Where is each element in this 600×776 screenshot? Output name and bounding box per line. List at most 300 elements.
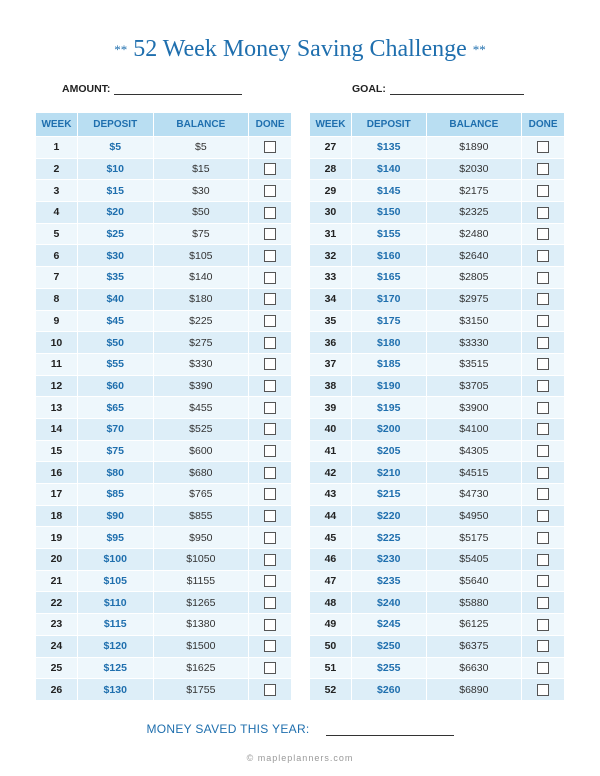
done-checkbox[interactable]	[264, 619, 276, 631]
done-checkbox[interactable]	[537, 532, 549, 544]
done-checkbox[interactable]	[264, 315, 276, 327]
table-row	[36, 592, 292, 614]
balance-cell: $1755	[153, 679, 249, 701]
table-row	[310, 679, 565, 701]
table-row	[310, 462, 565, 484]
deposit-cell: $220	[351, 505, 426, 527]
done-checkbox[interactable]	[264, 163, 276, 175]
done-cell	[249, 679, 292, 701]
week-cell: 19	[36, 527, 78, 549]
week-cell: 1	[36, 137, 78, 159]
table-row	[310, 202, 565, 224]
done-cell	[249, 202, 292, 224]
done-checkbox[interactable]	[264, 488, 276, 500]
done-checkbox[interactable]	[264, 554, 276, 566]
done-cell	[249, 310, 292, 332]
done-cell	[522, 418, 565, 440]
balance-cell: $525	[153, 418, 249, 440]
week-cell: 21	[36, 570, 78, 592]
table-row	[310, 223, 565, 245]
balance-cell: $1500	[153, 635, 249, 657]
site-credit: © mapleplanners.com	[246, 753, 354, 763]
done-checkbox[interactable]	[537, 207, 549, 219]
week-cell: 11	[36, 353, 78, 375]
done-checkbox[interactable]	[264, 207, 276, 219]
page-title	[0, 36, 600, 63]
deposit-cell: $150	[351, 202, 426, 224]
done-cell	[249, 288, 292, 310]
done-checkbox[interactable]	[537, 597, 549, 609]
week-cell: 15	[36, 440, 78, 462]
table-row	[36, 245, 292, 267]
done-checkbox[interactable]	[264, 337, 276, 349]
table-row	[310, 505, 565, 527]
done-cell	[522, 635, 565, 657]
balance-cell: $2325	[426, 202, 522, 224]
table-row	[36, 679, 292, 701]
balance-cell: $855	[153, 505, 249, 527]
done-cell	[522, 592, 565, 614]
week-cell: 32	[310, 245, 352, 267]
balance-cell: $6890	[426, 679, 522, 701]
done-cell	[249, 440, 292, 462]
balance-cell: $1050	[153, 549, 249, 571]
week-cell: 24	[36, 635, 78, 657]
week-cell: 14	[36, 418, 78, 440]
deposit-header: DEPOSIT	[77, 113, 153, 137]
deposit-cell: $65	[77, 397, 153, 419]
goal-field	[352, 83, 524, 95]
deposit-cell: $130	[77, 679, 153, 701]
week-header: WEEK	[36, 113, 78, 137]
done-checkbox[interactable]	[264, 532, 276, 544]
done-cell	[522, 549, 565, 571]
deposit-cell: $50	[77, 332, 153, 354]
done-cell	[249, 549, 292, 571]
week-cell: 48	[310, 592, 352, 614]
balance-cell: $225	[153, 310, 249, 332]
done-checkbox[interactable]	[264, 358, 276, 370]
done-checkbox[interactable]	[537, 315, 549, 327]
table-row	[310, 592, 565, 614]
table-row	[36, 440, 292, 462]
deposit-cell: $5	[77, 137, 153, 159]
week-cell: 27	[310, 137, 352, 159]
balance-cell: $330	[153, 353, 249, 375]
balance-cell: $3515	[426, 353, 522, 375]
deposit-cell: $200	[351, 418, 426, 440]
table-row	[310, 614, 565, 636]
done-cell	[249, 418, 292, 440]
done-checkbox[interactable]	[537, 163, 549, 175]
done-cell	[522, 267, 565, 289]
title-stars-right: **	[472, 42, 486, 58]
table-row	[310, 158, 565, 180]
table-row	[36, 267, 292, 289]
balance-cell: $3150	[426, 310, 522, 332]
done-cell	[522, 614, 565, 636]
balance-cell: $140	[153, 267, 249, 289]
deposit-cell: $70	[77, 418, 153, 440]
table-header-row	[310, 113, 565, 137]
table-row	[36, 505, 292, 527]
done-checkbox[interactable]	[537, 358, 549, 370]
amount-label: AMOUNT:	[62, 83, 111, 95]
balance-cell: $75	[153, 223, 249, 245]
weeks-table-left	[35, 112, 292, 701]
balance-cell: $2640	[426, 245, 522, 267]
week-cell: 5	[36, 223, 78, 245]
done-checkbox[interactable]	[264, 684, 276, 696]
table-header-row	[36, 113, 292, 137]
done-checkbox[interactable]	[537, 619, 549, 631]
balance-cell: $1625	[153, 657, 249, 679]
week-cell: 50	[310, 635, 352, 657]
table-row	[36, 418, 292, 440]
done-cell	[249, 614, 292, 636]
done-cell	[249, 180, 292, 202]
done-cell	[522, 332, 565, 354]
balance-cell: $5175	[426, 527, 522, 549]
deposit-cell: $115	[77, 614, 153, 636]
done-checkbox[interactable]	[264, 185, 276, 197]
week-cell: 13	[36, 397, 78, 419]
table-row	[310, 397, 565, 419]
deposit-cell: $165	[351, 267, 426, 289]
done-checkbox[interactable]	[264, 228, 276, 240]
deposit-cell: $225	[351, 527, 426, 549]
deposit-cell: $35	[77, 267, 153, 289]
done-cell	[249, 158, 292, 180]
done-checkbox[interactable]	[537, 640, 549, 652]
deposit-cell: $30	[77, 245, 153, 267]
week-cell: 45	[310, 527, 352, 549]
done-checkbox[interactable]	[537, 488, 549, 500]
week-cell: 25	[36, 657, 78, 679]
done-header: DONE	[522, 113, 565, 137]
week-cell: 20	[36, 549, 78, 571]
done-checkbox[interactable]	[264, 467, 276, 479]
week-cell: 31	[310, 223, 352, 245]
table-row	[36, 570, 292, 592]
table-row	[310, 418, 565, 440]
balance-header: BALANCE	[153, 113, 249, 137]
done-checkbox[interactable]	[264, 445, 276, 457]
balance-cell: $1380	[153, 614, 249, 636]
balance-cell: $455	[153, 397, 249, 419]
deposit-cell: $260	[351, 679, 426, 701]
week-cell: 26	[36, 679, 78, 701]
done-checkbox[interactable]	[537, 380, 549, 392]
title-text: 52 Week Money Saving Challenge	[133, 36, 467, 62]
balance-cell: $3705	[426, 375, 522, 397]
balance-cell: $275	[153, 332, 249, 354]
table-row	[310, 310, 565, 332]
deposit-cell: $20	[77, 202, 153, 224]
deposit-cell: $135	[351, 137, 426, 159]
done-checkbox[interactable]	[264, 141, 276, 153]
balance-cell: $4305	[426, 440, 522, 462]
deposit-cell: $240	[351, 592, 426, 614]
table-row	[310, 267, 565, 289]
balance-cell: $30	[153, 180, 249, 202]
table-row	[36, 549, 292, 571]
balance-cell: $950	[153, 527, 249, 549]
balance-cell: $1265	[153, 592, 249, 614]
table-row	[36, 137, 292, 159]
done-checkbox[interactable]	[537, 684, 549, 696]
done-cell	[249, 397, 292, 419]
done-cell	[249, 245, 292, 267]
week-cell: 35	[310, 310, 352, 332]
deposit-cell: $95	[77, 527, 153, 549]
balance-header: BALANCE	[426, 113, 522, 137]
deposit-cell: $250	[351, 635, 426, 657]
table-row	[36, 180, 292, 202]
week-cell: 8	[36, 288, 78, 310]
money-saved-field	[0, 722, 600, 736]
done-cell	[522, 288, 565, 310]
balance-cell: $4730	[426, 484, 522, 506]
week-cell: 36	[310, 332, 352, 354]
balance-cell: $4100	[426, 418, 522, 440]
table-row	[310, 527, 565, 549]
week-cell: 7	[36, 267, 78, 289]
done-cell	[522, 570, 565, 592]
done-cell	[522, 245, 565, 267]
week-cell: 28	[310, 158, 352, 180]
done-checkbox[interactable]	[537, 402, 549, 414]
week-cell: 10	[36, 332, 78, 354]
deposit-cell: $160	[351, 245, 426, 267]
money-saved-blank[interactable]	[326, 724, 454, 736]
goal-label: GOAL:	[352, 83, 386, 95]
done-checkbox[interactable]	[537, 141, 549, 153]
table-row	[36, 657, 292, 679]
balance-cell: $2175	[426, 180, 522, 202]
done-cell	[522, 397, 565, 419]
week-cell: 9	[36, 310, 78, 332]
deposit-cell: $40	[77, 288, 153, 310]
balance-cell: $2805	[426, 267, 522, 289]
table-row	[310, 375, 565, 397]
table-row	[36, 223, 292, 245]
deposit-cell: $190	[351, 375, 426, 397]
week-cell: 41	[310, 440, 352, 462]
week-cell: 42	[310, 462, 352, 484]
week-cell: 46	[310, 549, 352, 571]
done-cell	[249, 527, 292, 549]
deposit-cell: $120	[77, 635, 153, 657]
table-row	[36, 288, 292, 310]
done-checkbox[interactable]	[264, 575, 276, 587]
done-cell	[249, 484, 292, 506]
done-checkbox[interactable]	[537, 662, 549, 674]
done-checkbox[interactable]	[537, 250, 549, 262]
done-checkbox[interactable]	[264, 250, 276, 262]
done-cell	[522, 462, 565, 484]
done-cell	[249, 332, 292, 354]
table-row	[36, 614, 292, 636]
week-cell: 40	[310, 418, 352, 440]
deposit-cell: $25	[77, 223, 153, 245]
done-checkbox[interactable]	[537, 272, 549, 284]
deposit-cell: $15	[77, 180, 153, 202]
done-checkbox[interactable]	[537, 554, 549, 566]
week-cell: 22	[36, 592, 78, 614]
done-cell	[249, 570, 292, 592]
done-checkbox[interactable]	[537, 293, 549, 305]
done-header: DONE	[249, 113, 292, 137]
done-checkbox[interactable]	[264, 662, 276, 674]
deposit-cell: $180	[351, 332, 426, 354]
deposit-cell: $105	[77, 570, 153, 592]
table-row	[310, 353, 565, 375]
table-row	[36, 484, 292, 506]
week-cell: 3	[36, 180, 78, 202]
week-cell: 52	[310, 679, 352, 701]
balance-cell: $180	[153, 288, 249, 310]
balance-cell: $2975	[426, 288, 522, 310]
done-cell	[249, 137, 292, 159]
money-saved-label: MONEY SAVED THIS YEAR:	[146, 722, 310, 736]
balance-cell: $15	[153, 158, 249, 180]
week-header: WEEK	[310, 113, 352, 137]
balance-cell: $4515	[426, 462, 522, 484]
deposit-cell: $185	[351, 353, 426, 375]
table-row	[36, 397, 292, 419]
done-checkbox[interactable]	[264, 272, 276, 284]
table-row	[310, 137, 565, 159]
deposit-cell: $175	[351, 310, 426, 332]
done-cell	[522, 223, 565, 245]
week-cell: 17	[36, 484, 78, 506]
week-cell: 29	[310, 180, 352, 202]
table-row	[36, 158, 292, 180]
week-cell: 2	[36, 158, 78, 180]
done-cell	[522, 440, 565, 462]
deposit-cell: $245	[351, 614, 426, 636]
goal-blank[interactable]	[390, 84, 524, 95]
done-checkbox[interactable]	[537, 445, 549, 457]
done-checkbox[interactable]	[264, 380, 276, 392]
balance-cell: $6375	[426, 635, 522, 657]
balance-cell: $1890	[426, 137, 522, 159]
deposit-cell: $195	[351, 397, 426, 419]
deposit-cell: $155	[351, 223, 426, 245]
balance-cell: $6630	[426, 657, 522, 679]
balance-cell: $105	[153, 245, 249, 267]
done-checkbox[interactable]	[264, 423, 276, 435]
balance-cell: $6125	[426, 614, 522, 636]
table-row	[36, 202, 292, 224]
done-cell	[249, 592, 292, 614]
done-cell	[522, 484, 565, 506]
week-cell: 23	[36, 614, 78, 636]
done-cell	[522, 137, 565, 159]
done-checkbox[interactable]	[264, 640, 276, 652]
table-row	[36, 462, 292, 484]
done-checkbox[interactable]	[537, 337, 549, 349]
deposit-cell: $215	[351, 484, 426, 506]
week-cell: 6	[36, 245, 78, 267]
table-row	[36, 310, 292, 332]
done-checkbox[interactable]	[537, 467, 549, 479]
deposit-cell: $75	[77, 440, 153, 462]
balance-cell: $390	[153, 375, 249, 397]
balance-cell: $2480	[426, 223, 522, 245]
table-row	[310, 332, 565, 354]
week-cell: 34	[310, 288, 352, 310]
table-row	[310, 245, 565, 267]
week-cell: 4	[36, 202, 78, 224]
table-row	[310, 440, 565, 462]
done-checkbox[interactable]	[537, 185, 549, 197]
done-cell	[249, 635, 292, 657]
week-cell: 49	[310, 614, 352, 636]
done-checkbox[interactable]	[264, 293, 276, 305]
done-checkbox[interactable]	[537, 423, 549, 435]
table-row	[36, 635, 292, 657]
balance-cell: $680	[153, 462, 249, 484]
done-cell	[249, 505, 292, 527]
done-cell	[522, 657, 565, 679]
week-cell: 39	[310, 397, 352, 419]
done-cell	[249, 267, 292, 289]
done-cell	[249, 353, 292, 375]
amount-field	[62, 83, 242, 95]
week-cell: 47	[310, 570, 352, 592]
done-checkbox[interactable]	[537, 228, 549, 240]
balance-cell: $2030	[426, 158, 522, 180]
done-cell	[249, 657, 292, 679]
deposit-cell: $230	[351, 549, 426, 571]
done-cell	[522, 679, 565, 701]
done-cell	[249, 223, 292, 245]
done-checkbox[interactable]	[537, 575, 549, 587]
deposit-cell: $125	[77, 657, 153, 679]
done-checkbox[interactable]	[264, 510, 276, 522]
deposit-cell: $210	[351, 462, 426, 484]
table-row	[36, 353, 292, 375]
deposit-cell: $45	[77, 310, 153, 332]
deposit-cell: $110	[77, 592, 153, 614]
done-checkbox[interactable]	[264, 402, 276, 414]
balance-cell: $1155	[153, 570, 249, 592]
week-cell: 51	[310, 657, 352, 679]
table-row	[36, 332, 292, 354]
done-checkbox[interactable]	[537, 510, 549, 522]
week-cell: 16	[36, 462, 78, 484]
deposit-header: DEPOSIT	[351, 113, 426, 137]
balance-cell: $5880	[426, 592, 522, 614]
done-checkbox[interactable]	[264, 597, 276, 609]
deposit-cell: $10	[77, 158, 153, 180]
table-row	[310, 484, 565, 506]
week-cell: 43	[310, 484, 352, 506]
table-row	[36, 527, 292, 549]
table-row	[36, 375, 292, 397]
deposit-cell: $140	[351, 158, 426, 180]
deposit-cell: $235	[351, 570, 426, 592]
week-cell: 18	[36, 505, 78, 527]
deposit-cell: $145	[351, 180, 426, 202]
done-cell	[522, 505, 565, 527]
week-cell: 33	[310, 267, 352, 289]
balance-cell: $5640	[426, 570, 522, 592]
table-row	[310, 570, 565, 592]
amount-blank[interactable]	[114, 84, 242, 95]
